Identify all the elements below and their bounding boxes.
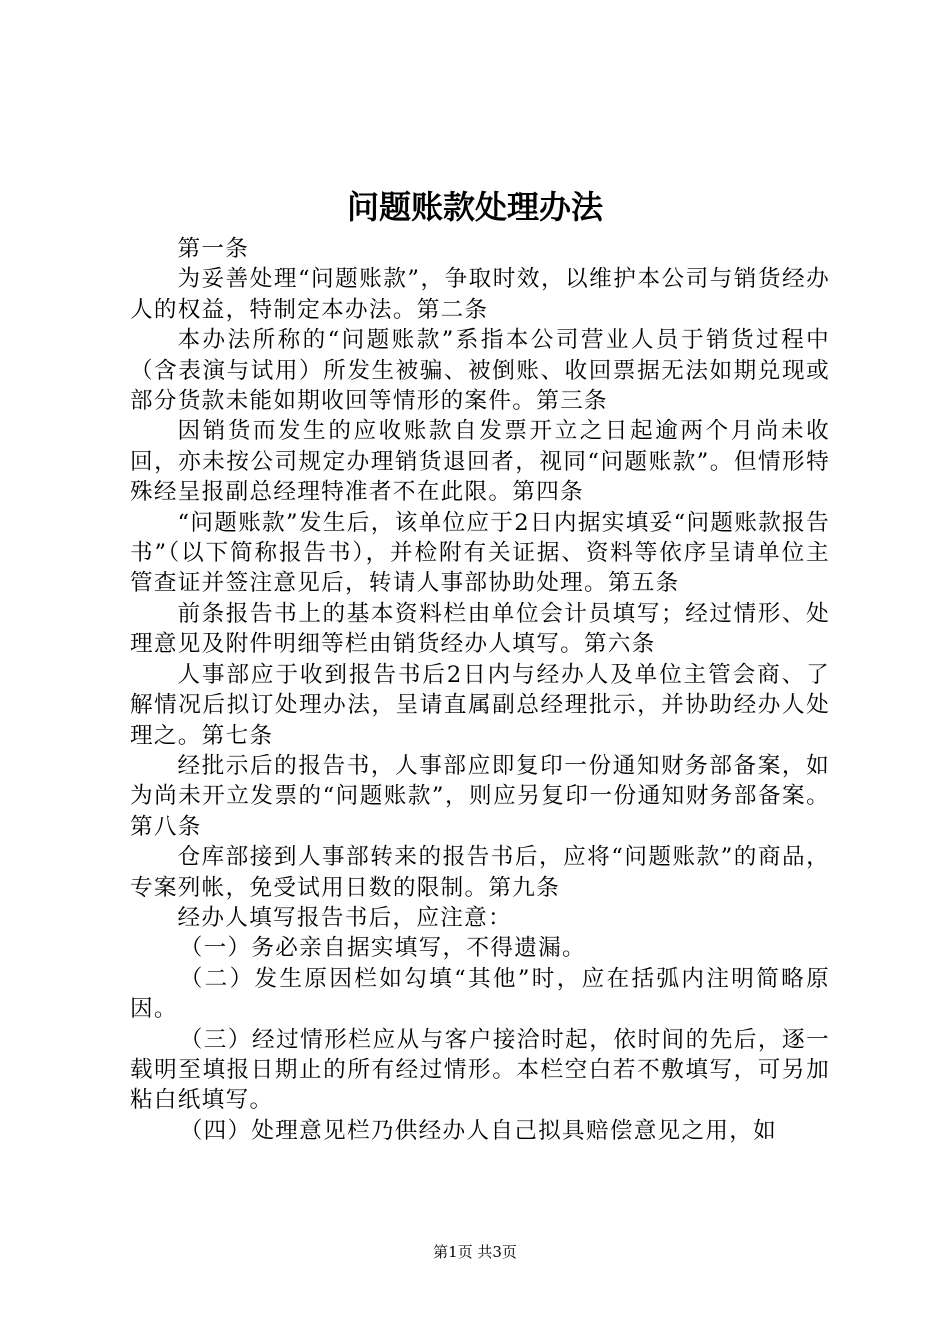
document-body [130,234,830,1146]
list-item-2: （二）发生原因栏如勾填“其他”时，应在括弧内注明简略原因。 [130,965,830,1023]
page-footer: 第1页 共3页 [433,1243,517,1261]
paragraph-article-4-text: “问题账款”发生后，该单位应于2日内据实填妥“问题账款报告书”（以下简称报告书），并检附有关证据、资料等依序呈请单位主管查证并签注意见后，转请人事部协助处理。第五条 [130,509,830,597]
document-title: 问题账款处理办法 [346,188,603,226]
paragraph-article-1-text: 为妥善处理“问题账款”，争取时效，以维护本公司与销货经办人的权益，特制定本办法。第二条 [130,266,830,323]
list-item-4: （四）处理意见栏乃供经办人自己拟具赔偿意见之用，如 [179,1117,778,1144]
list-item-3: （三）经过情形栏应从与客户接洽时起，依时间的先后，逐一载明至填报日期止的所有经过情形。本栏空白若不敷填写，可另加粘白纸填写。 [130,1026,830,1114]
paragraph-article-9-text: 经办人填写报告书后，应注意： [177,904,512,931]
paragraph-article-3-text: 因销货而发生的应收账款自发票开立之日起逾两个月尚未收回，亦未按公司规定办理销货退回者，视同“问题账款”。但情形特殊经呈报副总经理特准者不在此限。第四条 [130,418,830,506]
paragraph-article-6-text: 人事部应于收到报告书后2日内与经办人及单位主管会商、了解情况后拟订处理办法，呈请直属副总经理批示，并协助经办人处理之。第七条 [130,661,830,749]
paragraph-article-1: 第一条 [177,236,250,262]
list-item-1: （一）务必亲自据实填写，不得遗漏。 [179,935,586,962]
paragraph-article-7-text: 经批示后的报告书，人事部应即复印一份通知财务部备案，如为尚未开立发票的“问题账款”，则应另复印一份通知财务部备案。第八条 [130,752,830,840]
paragraph-article-5-text: 前条报告书上的基本资料栏由单位会计员填写；经过情形、处理意见及附件明细等栏由销货经办人填写。第六条 [130,600,830,658]
paragraph-article-8-text: 仓库部接到人事部转来的报告书后，应将“问题账款”的商品，专案列帐，免受试用日数的限制。第九条 [130,844,830,901]
paragraph-article-2-text: 本办法所称的“问题账款”系指本公司营业人员于销货过程中（含表演与试用）所发生被骗、被倒账、收回票据无法如期兑现或部分货款未能如期收回等情形的案件。第三条 [130,327,830,415]
